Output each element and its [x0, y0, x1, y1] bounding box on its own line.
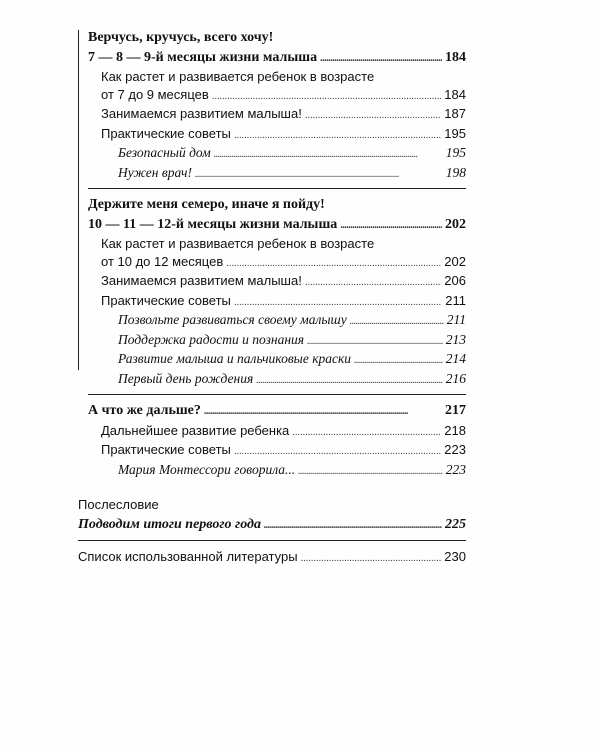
page-number: 225 [445, 516, 466, 532]
leader-dots [301, 547, 442, 569]
entry-text: 10 — 11 — 12-й месяцы жизни малыша [88, 217, 338, 232]
page-number: 206 [444, 273, 466, 288]
page-number: 211 [446, 312, 466, 327]
entry-text: Подводим итоги первого года [78, 516, 261, 532]
leader-dots [214, 143, 443, 165]
leader-dots [307, 330, 443, 352]
entry-text: 7 — 8 — 9-й месяцы жизни малыша [88, 50, 318, 65]
page-number: 211 [445, 292, 466, 308]
toc-subentry[interactable] [88, 369, 466, 389]
entry-text: Список использованной литературы [78, 549, 298, 564]
entry-text: от 7 до 9 месяцев [101, 86, 209, 102]
entry-text: Поддержка радости и познания [118, 331, 305, 347]
toc-entry-afterword[interactable] [78, 515, 466, 535]
entry-text: А что же дальше? [88, 403, 201, 418]
entry-text: Занимаемся развитием малыша! [101, 273, 302, 288]
page-number: 217 [445, 403, 466, 418]
leader-dots [204, 401, 442, 422]
entry-text: Первый день рождения [118, 370, 254, 386]
entry-text: от 10 до 12 месяцев [101, 253, 224, 269]
leader-dots [226, 252, 441, 274]
page-number: 184 [444, 86, 466, 102]
page-number: 216 [445, 370, 466, 386]
toc-subentry[interactable] [88, 143, 466, 163]
page-number: 202 [445, 217, 466, 232]
spacer [88, 479, 466, 495]
toc-subentry[interactable] [88, 310, 466, 330]
entry-text: Занимаемся развитием малыша! [101, 106, 302, 121]
page-number: 223 [445, 461, 466, 477]
toc-entry[interactable] [88, 421, 466, 441]
section-heading: Держите меня семеро, иначе я пойду! [88, 197, 325, 212]
leader-dots [305, 271, 441, 293]
leader-dots [212, 85, 442, 107]
page-number: 195 [445, 145, 466, 160]
page-number: 230 [444, 549, 466, 564]
section-heading: Верчусь, кручусь, всего хочу! [88, 30, 274, 45]
leader-dots [292, 421, 441, 443]
toc-entry-line [88, 68, 466, 85]
leader-dots [234, 291, 442, 313]
entry-text: Дальнейшее развитие ребенка [101, 422, 290, 438]
page-number: 195 [444, 125, 466, 141]
entry-text: Практические советы [101, 442, 231, 457]
entry-text: Нужен врач! [118, 164, 192, 180]
toc-entry[interactable] [88, 124, 466, 144]
leader-dots [305, 104, 441, 126]
toc-subentry[interactable] [88, 460, 466, 480]
left-rule [78, 30, 79, 370]
page-number: 213 [445, 331, 466, 347]
section-divider [78, 540, 466, 541]
leader-dots [350, 310, 444, 332]
entry-text: Как растет и развивается ребенок в возрасте [101, 68, 375, 84]
toc-entry-line [88, 235, 466, 252]
toc-subentry[interactable] [88, 349, 466, 369]
leader-dots [234, 124, 441, 146]
toc-entry[interactable] [88, 440, 466, 460]
page-number: 218 [444, 422, 466, 438]
toc-entry-references[interactable] [78, 547, 466, 567]
page-number: 223 [444, 442, 466, 457]
entry-text: Мария Монтессори говорила... [118, 461, 296, 477]
leader-dots [264, 515, 442, 536]
entry-text: Как растет и развивается ребенок в возрасте [101, 235, 375, 251]
toc-entry[interactable] [88, 85, 466, 105]
toc-entry-section-title[interactable] [88, 48, 466, 68]
leader-dots [195, 163, 443, 185]
page-number: 187 [444, 106, 466, 121]
entry-text: Безопасный дом [118, 145, 211, 160]
entry-text: Развитие малыша и пальчиковые краски [118, 351, 352, 366]
toc-entry[interactable] [88, 104, 466, 124]
toc-subentry[interactable] [88, 163, 466, 183]
section-divider [88, 188, 466, 189]
leader-dots [256, 369, 442, 391]
toc-entry[interactable] [88, 271, 466, 291]
leader-dots [298, 460, 443, 482]
page-number: 184 [445, 50, 466, 65]
table-of-contents [78, 28, 466, 567]
toc-entry[interactable] [88, 252, 466, 272]
leader-dots [234, 440, 441, 462]
leader-dots [354, 349, 443, 371]
toc-entry[interactable] [88, 291, 466, 311]
toc-entry-section-title[interactable] [88, 215, 466, 235]
entry-text: Позвольте развиваться своему малышу [118, 312, 347, 327]
leader-dots [340, 215, 442, 236]
page-number: 214 [445, 351, 466, 366]
entry-text: Практические советы [101, 292, 231, 308]
page-number: 198 [445, 164, 466, 180]
page-number: 202 [444, 253, 466, 269]
entry-text: Практические советы [101, 125, 231, 141]
toc-entry-section-title[interactable] [88, 401, 466, 421]
leader-dots [320, 48, 442, 69]
toc-subentry[interactable] [88, 330, 466, 350]
afterword-label: Послесловие [78, 497, 159, 512]
section-divider [88, 394, 466, 395]
